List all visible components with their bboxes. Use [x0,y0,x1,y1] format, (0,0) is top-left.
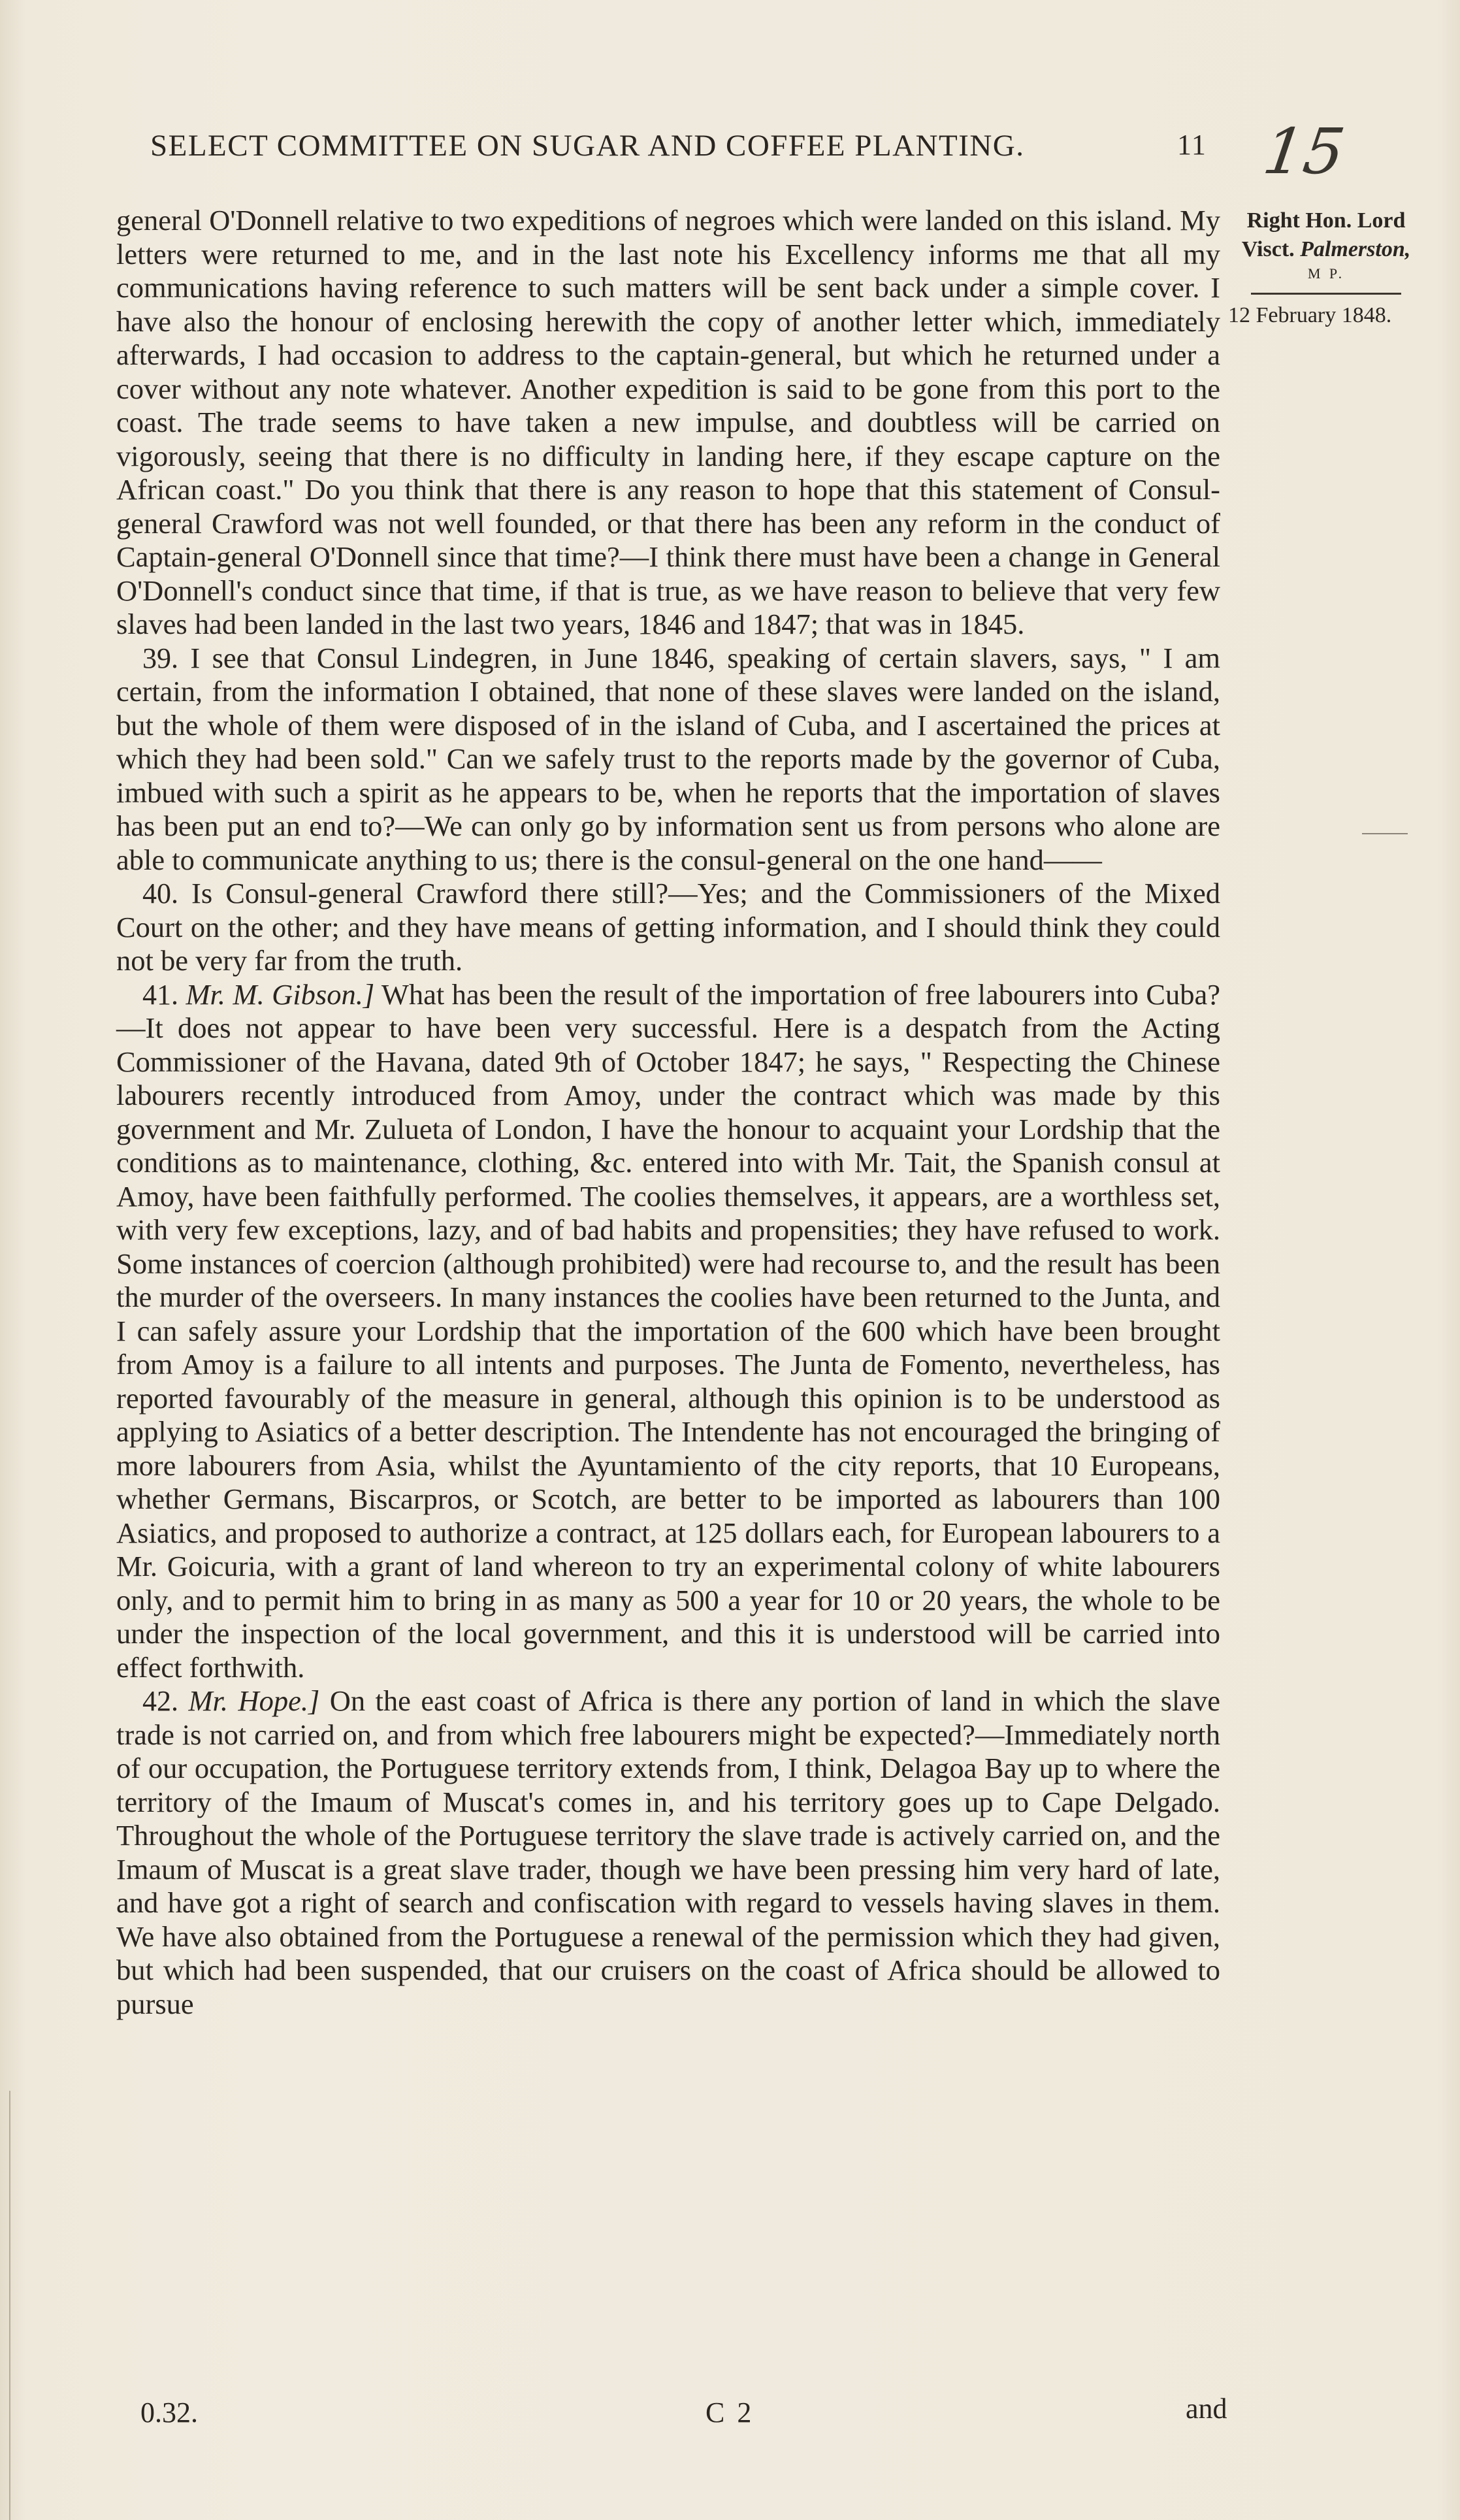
body-text [116,204,1220,2021]
question-41 [116,978,1220,1685]
page-number: 11 [1177,129,1207,161]
sidenote-rule [1251,293,1401,295]
witness-line-2 [1228,235,1424,264]
question-number: 40. [142,877,178,909]
question-40 [116,877,1220,978]
paragraph-continued [116,204,1220,642]
questioner: Mr. Hope.] [188,1684,320,1717]
paragraph-text: general O'Donnell relative to two expeditions of negroes which were landed on this island. My letters were returned to me, and in the last note his Excellency informs me that all my communications having reference to such matters will be sent back under a simple cover. I have also the honour of enclosing herewith the copy of another letter which, immediately afterwards, I had occasion to address to the captain-general, but which he returned under a cover without any note whatever. Another expedition is said to be gone from this port to the coast. The trade seems to have taken a new impulse, and doubtless will be carried on vigorously, seeing that there is no difficulty in landing here, if they escape capture on the African coast." Do you think that there is any reason to hope that this statement of Consul-general Crawford was not well founded, or that there has been any reform in the conduct of Captain-general O'Donnell since that time?—I think there must have been a change in General O'Donnell's conduct since that time, if that is true, as we have reason to believe that very few slaves had been landed in the last two years, 1846 and 1847; that was in 1845. [116,204,1220,640]
paragraph-text: What has been the result of the importation of free labourers into Cuba?—It does not appear to have been very successful. Here is a despatch from the Acting Commissioner of the Havana, dated 9th of October 1847; he says, " Respecting the Chinese labourers recently introduced from Amoy, under the contract which was made by this government and Mr. Zulueta of London, I have the honour to acquaint your Lordship that the conditions as to maintenance, clothing, &c. entered into with Mr. Tait, the Spanish consul at Amoy, have been faithfully performed. The coolies themselves, it appears, are a worthless set, with very few exceptions, lazy, and of bad habits and propensities; they have refused to work. Some instances of coercion (although prohibited) were had recourse to, and the result has been the murder of the overseers. In many instances the coolies have been returned to the Junta, and I can safely assure your Lordship that the importation of the 600 which have been brought from Amoy is a failure to all intents and purposes. The Junta de Fomento, nevertheless, has reported favourably of the measure in general, although this opinion is to be understood as applying to Asiatics of a better description. The Intendente has not encouraged the bringing of more labourers from Asia, whilst the Ayuntamiento of the city reports, that 10 Europeans, whether Germans, Biscarpros, or Scotch, are better to be imported as labourers than 100 Asiatics, and proposed to authorize a contract, at 125 dollars each, for European labourers to a Mr. Goicuria, with a grant of land whereon to try an experimental colony of white labourers only, and to permit him to bring in as many as 500 a year for 10 or 20 years, the whole to be under the inspection of the local government, and this it is understood will be carried into effect forthwith. [116,977,1220,1684]
witness-line-1: Right Hon. Lord [1246,208,1406,233]
footer-signature-mark: C 2 [706,2397,754,2429]
paragraph-text: Is Consul-general Crawford there still?—Yes; and the Commissioners of the Mixed Court on the other; and they have means of getting information, and I should think they could not be very far from the truth. [116,877,1220,977]
running-header [150,128,1228,163]
witness-name: Palmerston, [1300,237,1411,261]
question-39 [116,642,1220,877]
margin-dash-mark [1362,833,1408,834]
paragraph-text: On the east coast of Africa is there any portion of land in which the slave trade is not carried on, and from which free labourers might be expected?—Immediately north of our occupation, the Portuguese territory extends from, I think, Delagoa Bay up to where the territory of the Imaum of Muscat's comes in, and his territory goes up to Cape Delgado. Throughout the whole of the Portuguese territory the slave trade is actively carried on, and the Imaum of Muscat is a great slave trader, though we have been pressing him very hard of late, and have got a right of search and confiscation with regard to vessels having slaves in them. We have also obtained from the Portuguese a renewal of the permission which they had given, but which had been suspended, that our cruisers on the coast of Africa should be allowed to pursue [116,1684,1221,2020]
paragraph-text: I see that Consul Lindegren, in June 1846, speaking of certain slavers, says, " I am certain, from the information I obtained, that none of these slaves were landed on the island, but the whole of them were disposed of in the island of Cuba, and I ascertained the prices at which they had been sold." Can we safely trust to the reports made by the governor of Cuba, imbued with such a spirit as he appears to be, when he reports that the importation of slaves has been put an end to?—We can only go by information sent us from persons who alone are able to communicate anything to us; there is the consul-general on the one hand—— [116,641,1221,876]
question-42 [116,1684,1220,2021]
page-edge-line [9,2091,10,2520]
witness-title: Visct. [1241,237,1301,261]
question-number: 41. [142,978,178,1011]
handwritten-folio-number: 15 [1259,115,1350,188]
footer-catchword: and [1186,2393,1227,2425]
witness-sidenote [1228,206,1424,330]
witness-line-3: M P. [1307,265,1345,282]
footer-paper-number: 0.32. [140,2397,198,2429]
question-number: 39. [142,642,178,674]
evidence-date: 12 February 1848. [1228,303,1392,327]
question-number: 42. [142,1685,178,1717]
running-title: SELECT COMMITTEE ON SUGAR AND COFFEE PLANTING. [150,129,1025,163]
questioner: Mr. M. Gibson.] [186,977,375,1011]
